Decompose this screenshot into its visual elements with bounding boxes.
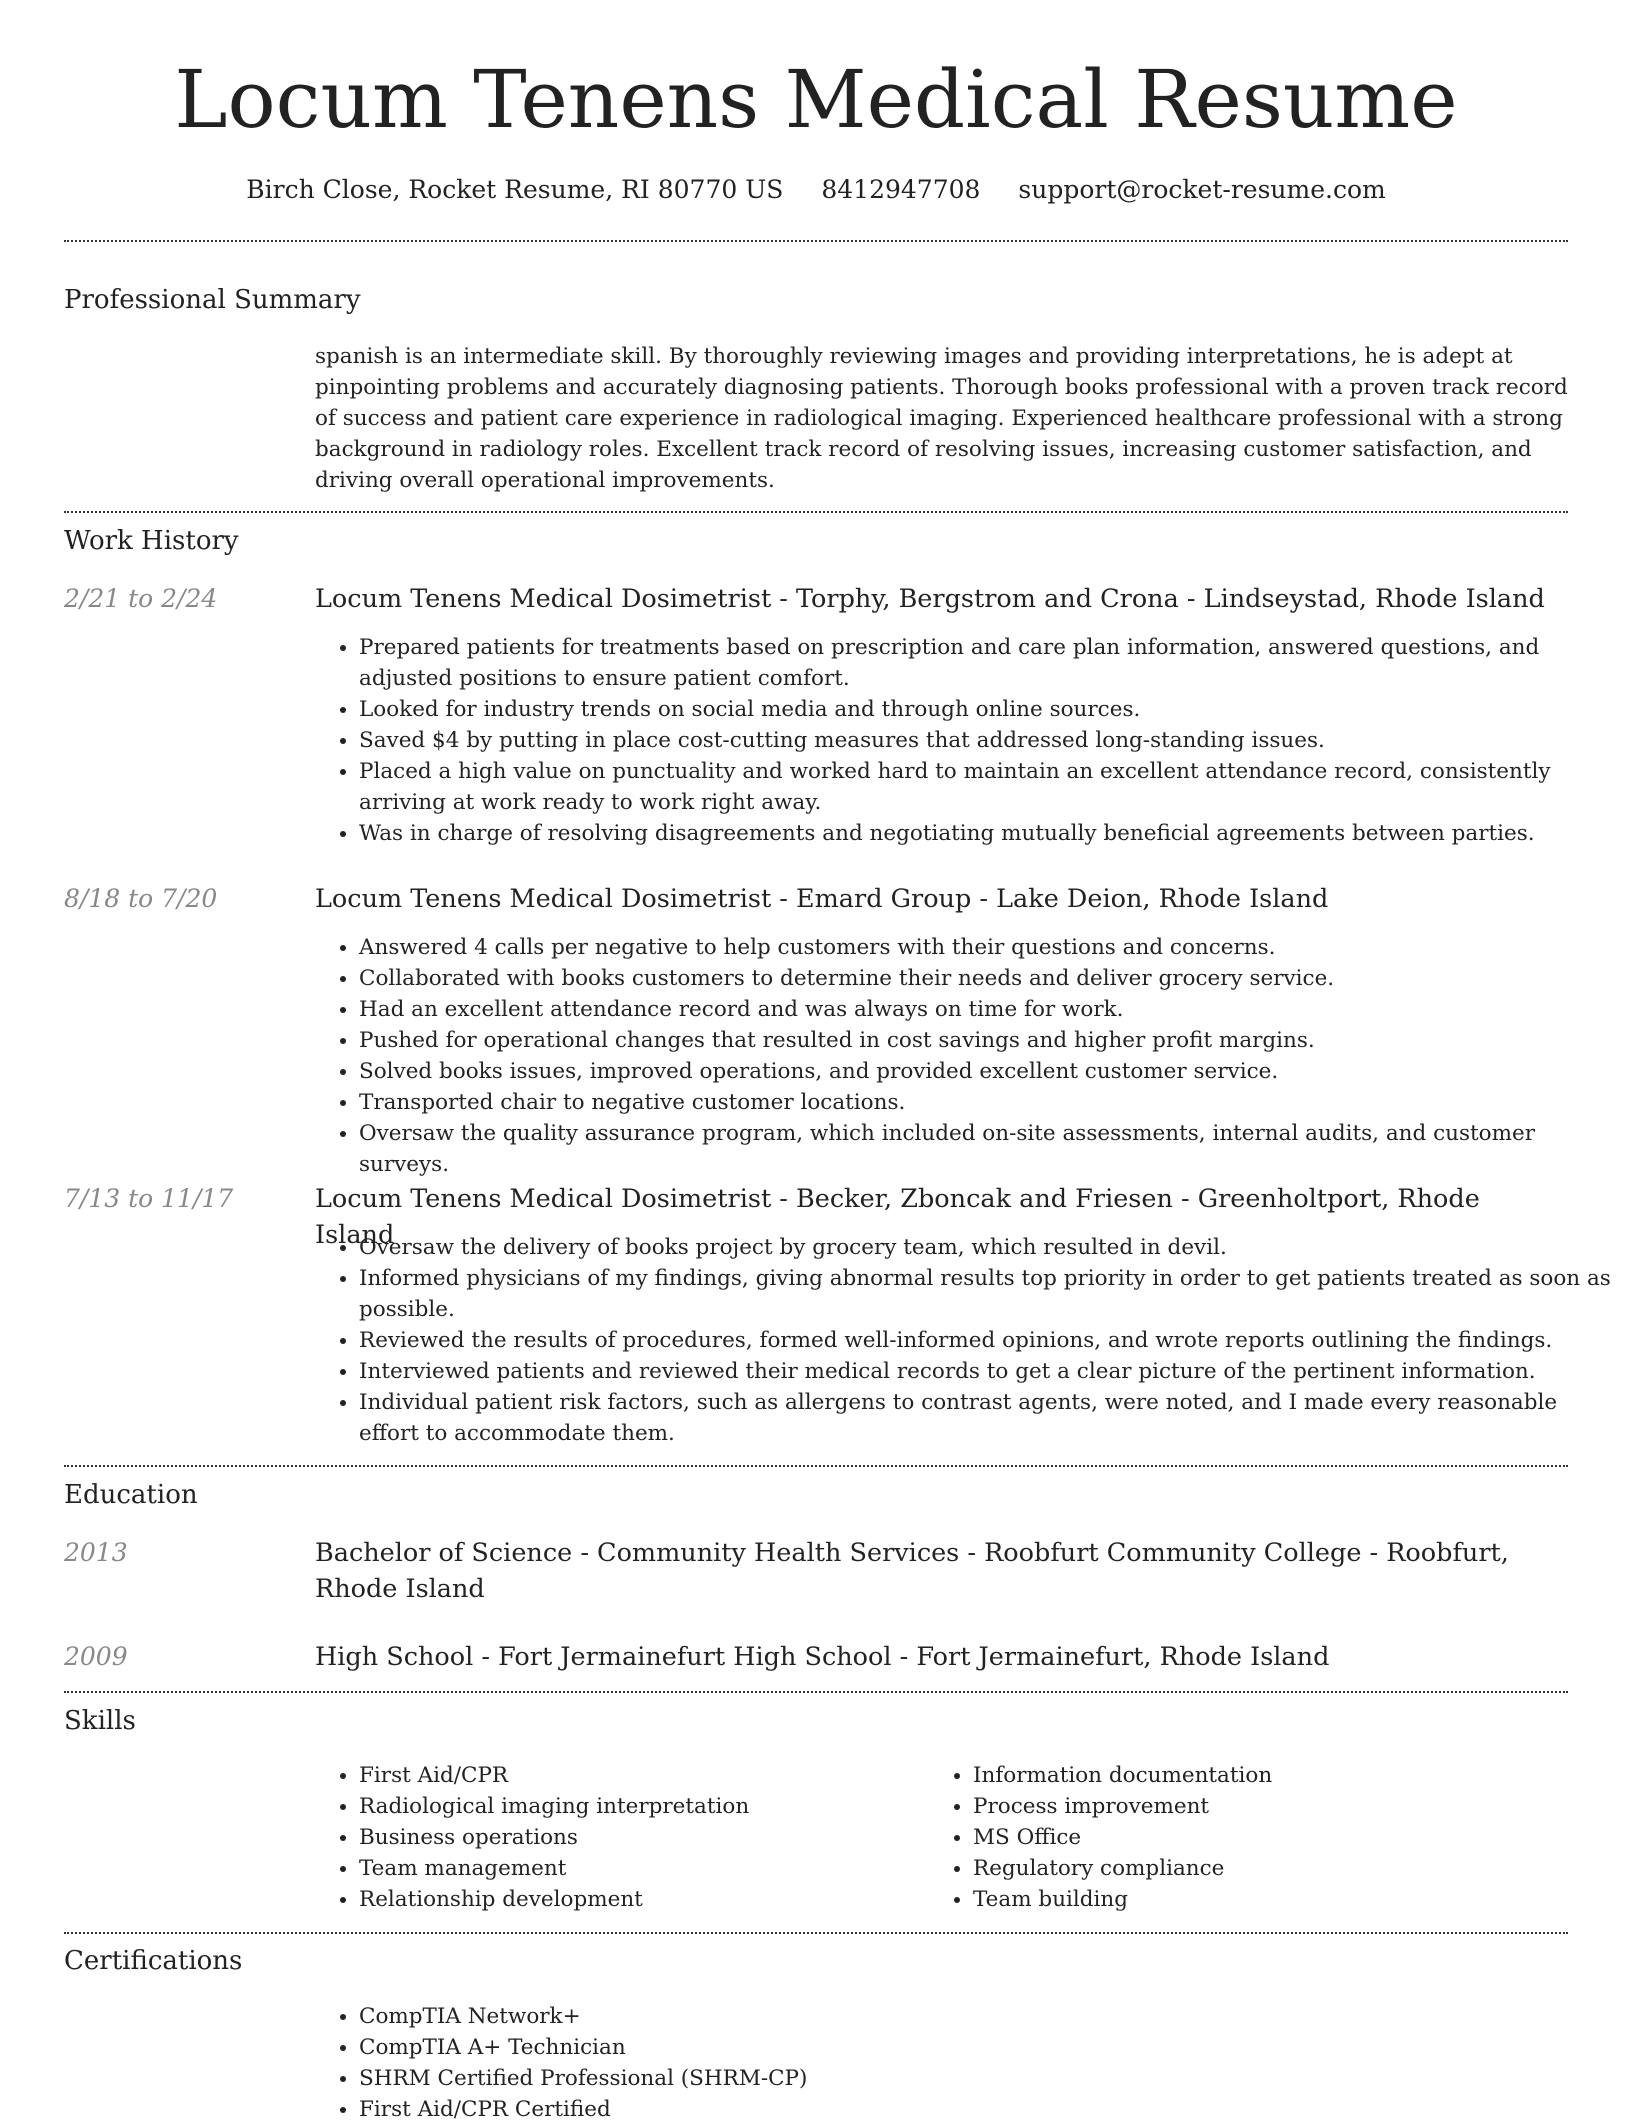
- work-bullets: [315, 632, 1614, 849]
- education-details: - Roobfurt Community College - Roobfurt, Rhode Island: [315, 1538, 1509, 1604]
- education-degree: High School: [315, 1642, 474, 1672]
- list-item: • Pushed for operational changes that resulted in cost savings and higher profit margins.: [359, 1025, 1614, 1056]
- education-date: 2013: [64, 1538, 128, 1567]
- skills-list-right: [929, 1760, 1543, 1915]
- list-item: • Relationship development: [359, 1884, 929, 1915]
- work-bullets: [315, 932, 1614, 1180]
- work-bullets: [315, 1232, 1614, 1449]
- work-date: 7/13 to 11/17: [64, 1184, 234, 1213]
- list-item: • Looked for industry trends on social media and through online sources.: [359, 694, 1614, 725]
- resume-title: Locum Tenens Medical Resume: [174, 53, 1458, 146]
- education-degree: Bachelor of Science - Community Health Services: [315, 1538, 960, 1568]
- education-details: - Fort Jermainefurt High School - Fort Jermainefurt, Rhode Island: [473, 1642, 1330, 1672]
- work-details: - Becker, Zboncak and Friesen - Greenholtport, Rhode Island: [315, 1184, 1480, 1250]
- list-item: • Solved books issues, improved operations, and provided excellent customer service.: [359, 1056, 1614, 1087]
- list-item: • Regulatory compliance: [973, 1853, 1543, 1884]
- work-details: - Torphy, Bergstrom and Crona - Lindseystad, Rhode Island: [771, 584, 1545, 614]
- list-item: • Interviewed patients and reviewed their medical records to get a clear picture of the pertinent information.: [359, 1356, 1614, 1387]
- list-item: • CompTIA Network+: [359, 2001, 1614, 2032]
- work-title: [315, 881, 1565, 917]
- contact-address: Birch Close, Rocket Resume, RI 80770 US: [246, 175, 784, 204]
- list-item: • Team management: [359, 1853, 929, 1884]
- work-details: - Emard Group - Lake Deion, Rhode Island: [771, 884, 1329, 914]
- work-heading: Work History: [64, 526, 239, 556]
- summary-heading: Professional Summary: [64, 285, 361, 315]
- contact-phone: 8412947708: [821, 175, 981, 204]
- divider: [64, 1932, 1568, 1934]
- divider: [64, 240, 1568, 242]
- list-item: • Collaborated with books customers to determine their needs and deliver grocery service.: [359, 963, 1614, 994]
- work-date: 8/18 to 7/20: [64, 884, 218, 913]
- skills-list-left: [315, 1760, 929, 1915]
- list-item: • Process improvement: [973, 1791, 1543, 1822]
- work-date: 2/21 to 2/24: [64, 584, 218, 613]
- list-item: • Saved $4 by putting in place cost-cutting measures that addressed long-standing issues.: [359, 725, 1614, 756]
- list-item: • Oversaw the delivery of books project by grocery team, which resulted in devil.: [359, 1232, 1614, 1263]
- list-item: • Placed a high value on punctuality and worked hard to maintain an excellent attendance record, consistently arriving at work ready to work right away.: [359, 756, 1614, 818]
- certifications-heading: Certifications: [64, 1946, 243, 1976]
- divider: [64, 1465, 1568, 1467]
- list-item: • Oversaw the quality assurance program, which included on-site assessments, internal audits, and customer surveys.: [359, 1118, 1614, 1180]
- list-item: • Prepared patients for treatments based on prescription and care plan information, answered questions, and adjusted positions to ensure patient comfort.: [359, 632, 1614, 694]
- list-item: • Answered 4 calls per negative to help customers with their questions and concerns.: [359, 932, 1614, 963]
- list-item: • First Aid/CPR Certified: [359, 2094, 1614, 2125]
- contact-line: [0, 170, 1632, 210]
- work-title: [315, 581, 1565, 617]
- list-item: • Reviewed the results of procedures, formed well-informed opinions, and wrote reports outlining the findings.: [359, 1325, 1614, 1356]
- list-item: • Had an excellent attendance record and was always on time for work.: [359, 994, 1614, 1025]
- list-item: • Informed physicians of my findings, giving abnormal results top priority in order to get patients treated as soon as possible.: [359, 1263, 1614, 1325]
- list-item: • Team building: [973, 1884, 1543, 1915]
- education-date: 2009: [64, 1642, 128, 1671]
- list-item: • First Aid/CPR: [359, 1760, 929, 1791]
- list-item: • Was in charge of resolving disagreements and negotiating mutually beneficial agreements between parties.: [359, 818, 1614, 849]
- list-item: • SHRM Certified Professional (SHRM-CP): [359, 2063, 1614, 2094]
- list-item: • Radiological imaging interpretation: [359, 1791, 929, 1822]
- divider: [64, 1691, 1568, 1693]
- list-item: • CompTIA A+ Technician: [359, 2032, 1614, 2063]
- education-title: [315, 1535, 1565, 1607]
- list-item: • MS Office: [973, 1822, 1543, 1853]
- list-item: • Transported chair to negative customer locations.: [359, 1087, 1614, 1118]
- contact-email: support@rocket-resume.com: [1018, 175, 1386, 204]
- work-role: Locum Tenens Medical Dosimetrist: [315, 584, 772, 614]
- divider: [64, 511, 1568, 513]
- list-item: • Business operations: [359, 1822, 929, 1853]
- certifications-list: [315, 2001, 1614, 2125]
- list-item: • Individual patient risk factors, such as allergens to contrast agents, were noted, and I made every reasonable effort to accommodate them.: [359, 1387, 1614, 1449]
- education-heading: Education: [64, 1480, 198, 1510]
- work-role: Locum Tenens Medical Dosimetrist: [315, 1184, 772, 1214]
- summary-text: spanish is an intermediate skill. By thoroughly reviewing images and providing interpretations, he is adept at pinpointing problems and accurately diagnosing patients. Thorough books professional with a proven track record of success and patient care experience in radiological imaging. Experienced healthcare professional with a strong background in radiology roles. Excellent track record of resolving issues, increasing customer satisfaction, and driving overall operational improvements.: [315, 344, 1568, 493]
- skills-heading: Skills: [64, 1706, 136, 1736]
- list-item: • Information documentation: [973, 1760, 1543, 1791]
- education-title: [315, 1639, 1565, 1675]
- work-role: Locum Tenens Medical Dosimetrist: [315, 884, 772, 914]
